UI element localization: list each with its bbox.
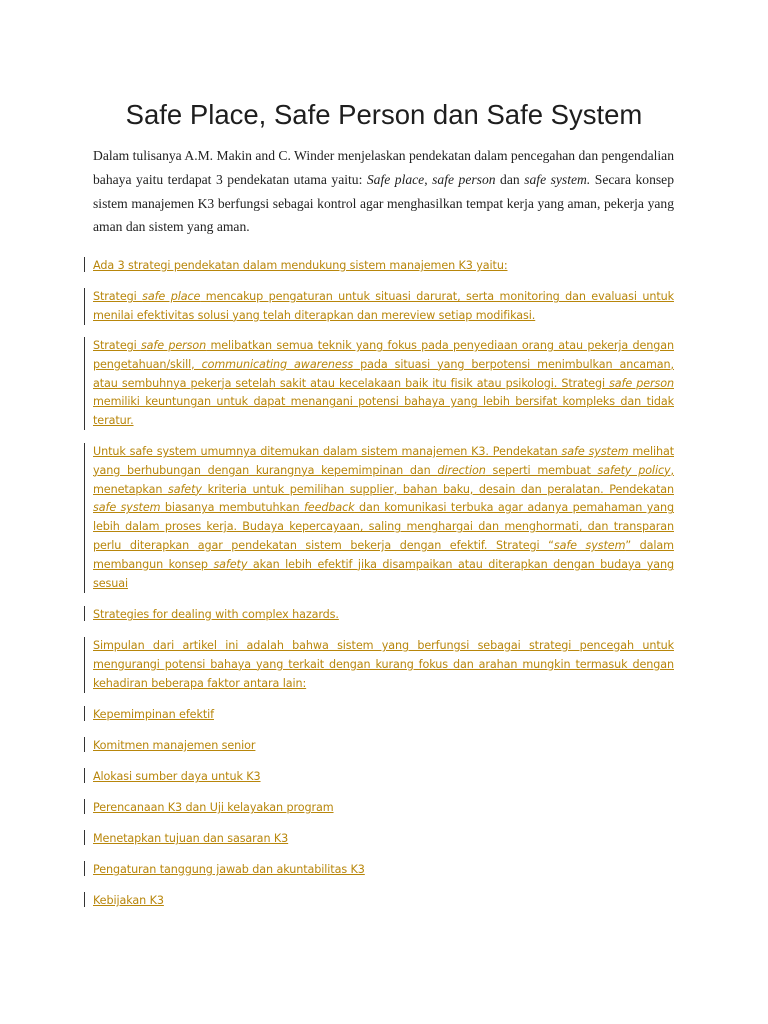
change-bar <box>84 861 85 876</box>
comment-complex-hazards: Strategies for dealing with complex hazards. <box>93 608 339 621</box>
comment-italic: safe person <box>140 339 207 352</box>
comment-italic: safety policy <box>597 463 671 477</box>
comment-text: dan komunikasi terbuka agar adanya pemahaman yang lebih dalam proses kerja. Budaya kepercayaan, saling menghargai dan menghormati, dan transparan perlu diterapkan agar pendekatan sistem bekerja dengan efektif. Strategi “ <box>93 501 674 552</box>
factor-item: Perencanaan K3 dan Uji kelayakan program <box>93 801 334 814</box>
comment-italic: direction <box>437 463 486 477</box>
comment-text: ” dalam membangun konsep <box>93 538 674 571</box>
comment-italic: safe place <box>142 290 201 303</box>
comment-italic: safe system <box>553 538 626 552</box>
comment-text: melibatkan semua teknik yang fokus pada penyediaan orang atau pekerja dengan pengetahuan/skill, <box>93 339 674 371</box>
comment-text: mencakup pengaturan untuk situasi darurat, serta monitoring dan evaluasi untuk menilai efektivitas solusi yang telah diterapkan dan mereview setiap modifikasi. <box>93 290 674 322</box>
change-bar <box>84 606 85 621</box>
factor-item: Kebijakan K3 <box>93 894 164 907</box>
comment-text: akan lebih efektif jika disampaikan atau diterapkan dengan budaya yang sesuai <box>93 557 675 590</box>
change-bar <box>84 288 85 325</box>
intro-text: Secara konsep sistem manajemen K3 berfungsi sebagai kontrol agar menghasilkan tempat kerja yang aman, pekerja yang aman dan sistem yang aman. <box>93 171 674 235</box>
comment-safe-system <box>93 443 674 593</box>
intro-italic: safe system. <box>524 171 591 187</box>
comment-text: biasanya membutuhkan <box>160 501 304 515</box>
change-bar <box>84 257 85 272</box>
factor-item: Komitmen manajemen senior <box>93 739 256 752</box>
comment-text: Strategi <box>93 290 143 303</box>
change-bar <box>84 799 85 814</box>
comment-text: kriteria untuk pemilihan supplier, bahan baku, desain dan peralatan. Pendekatan <box>201 482 674 496</box>
change-bar <box>84 892 85 907</box>
factor-item: Kepemimpinan efektif <box>93 708 214 721</box>
change-bar <box>84 830 85 845</box>
intro-text: , <box>424 171 433 187</box>
change-bar <box>84 768 85 783</box>
comment-italic: communicating awareness <box>201 357 354 371</box>
change-bar <box>84 337 85 430</box>
comment-italic: safe system <box>561 445 629 458</box>
intro-paragraph <box>93 144 674 239</box>
comment-italic: safe system <box>93 501 161 515</box>
comment-italic: feedback <box>303 501 355 515</box>
intro-italic: Safe place <box>366 171 425 187</box>
comment-text: Untuk safe system umumnya ditemukan dalam sistem manajemen K3. Pendekatan <box>93 445 562 458</box>
change-bar <box>84 737 85 752</box>
comment-text: Strategi <box>93 339 141 352</box>
factor-item: Pengaturan tanggung jawab dan akuntabilitas K3 <box>93 863 365 876</box>
change-bar <box>84 706 85 721</box>
page-title: Safe Place, Safe Person dan Safe System <box>125 99 643 130</box>
comment-text: , menetapkan <box>93 463 674 496</box>
comment-safe-place <box>93 288 674 326</box>
change-bar <box>84 443 85 593</box>
comment-italic: safety <box>167 482 202 496</box>
intro-text: dan <box>495 171 525 187</box>
comment-text: melihat yang berhubungan dengan kurangnya kepemimpinan dan <box>93 445 674 477</box>
comment-conclusion: Simpulan dari artikel ini adalah bahwa sistem yang berfungsi sebagai strategi pencegah untuk mengurangi potensi bahaya yang terkait dengan kurang fokus dan arahan mungkin termasuk dengan kehadiran beberapa faktor antara lain: <box>93 639 674 690</box>
factor-item: Alokasi sumber daya untuk K3 <box>93 770 261 783</box>
comment-text: memiliki keuntungan untuk dapat menangani potensi bahaya yang lebih bersifat kompleks dan tidak teratur. <box>93 395 674 428</box>
intro-text: Dalam tulisanya A.M. Makin and C. Winder menjelaskan pendekatan dalam pencegahan dan pengendalian bahaya yaitu terdapat 3 pendekatan utama yaitu: <box>93 148 674 187</box>
change-bar <box>84 637 85 693</box>
comment-italic: safety <box>213 557 248 571</box>
comment-text: pada situasi yang berpotensi menimbulkan ancaman, atau sembuhnya pekerja setelah sakit atau kecelakaan baik itu fisik atau psikologi. Strategi <box>93 357 675 390</box>
comment-text: seperti membuat <box>485 463 598 477</box>
comment-safe-person <box>93 337 674 431</box>
factor-item: Menetapkan tujuan dan sasaran K3 <box>93 832 289 845</box>
comment-strategy-intro: Ada 3 strategi pendekatan dalam mendukung sistem manajemen K3 yaitu: <box>93 259 508 272</box>
intro-italic: safe person <box>432 171 496 187</box>
comment-italic: safe person <box>609 376 674 390</box>
